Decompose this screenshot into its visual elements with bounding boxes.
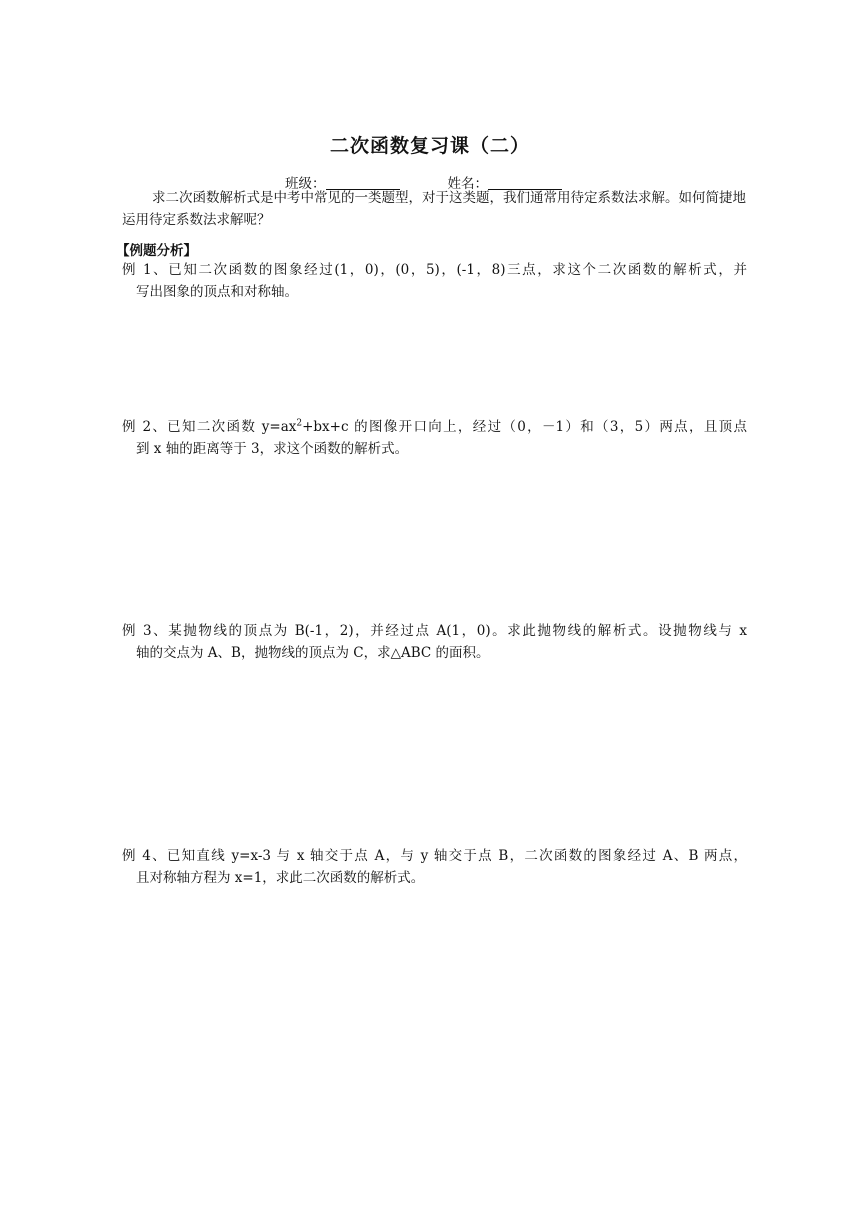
example-3-line-2: 轴的交点为 A、B，抛物线的顶点为 C，求△ABC 的面积。 [136,645,490,661]
class-label: 班级： [285,176,326,192]
example-2-text-b: +bx+c 的图像开口向上，经过（0，－1）和（3，5）两点，且顶点 [302,419,747,435]
example-4 [122,845,747,889]
example-2-text-a: 例 2、已知二次函数 y=ax [122,419,297,435]
example-2-line-2: 到 x 轴的距离等于 3，求这个函数的解析式。 [136,441,409,457]
intro-paragraph: 求二次函数解析式是中考中常见的一类题型，对于这类题，我们通常用待定系数法求解。如何简捷地运用待定系数法求解呢？ [122,190,746,228]
example-2-exponent: 2 [296,418,303,429]
example-2-line-1 [122,416,747,438]
section-heading: 【例题分析】 [116,243,197,259]
example-1 [122,259,747,303]
example-3-line-1: 例 3、某抛物线的顶点为 B(-1，2)，并经过点 A(1，0)。求此抛物线的解析式。设抛物线与 x [122,623,747,639]
example-3 [122,620,747,664]
example-1-line-2: 写出图象的顶点和对称轴。 [136,284,298,300]
name-label: 姓名： [447,176,488,192]
page-title: 二次函数复习课（二） [329,135,530,157]
example-1-line-1: 例 1、已知二次函数的图象经过(1，0)，(0，5)，(-1，8)三点，求这个二次函数的解析式，并 [122,262,747,278]
example-2 [122,416,747,460]
example-4-line-1: 例 4、已知直线 y=x-3 与 x 轴交于点 A，与 y 轴交于点 B，二次函数的图象经过 A、B 两点， [122,848,747,864]
example-4-line-2: 且对称轴方程为 x=1，求此二次函数的解析式。 [136,870,425,886]
